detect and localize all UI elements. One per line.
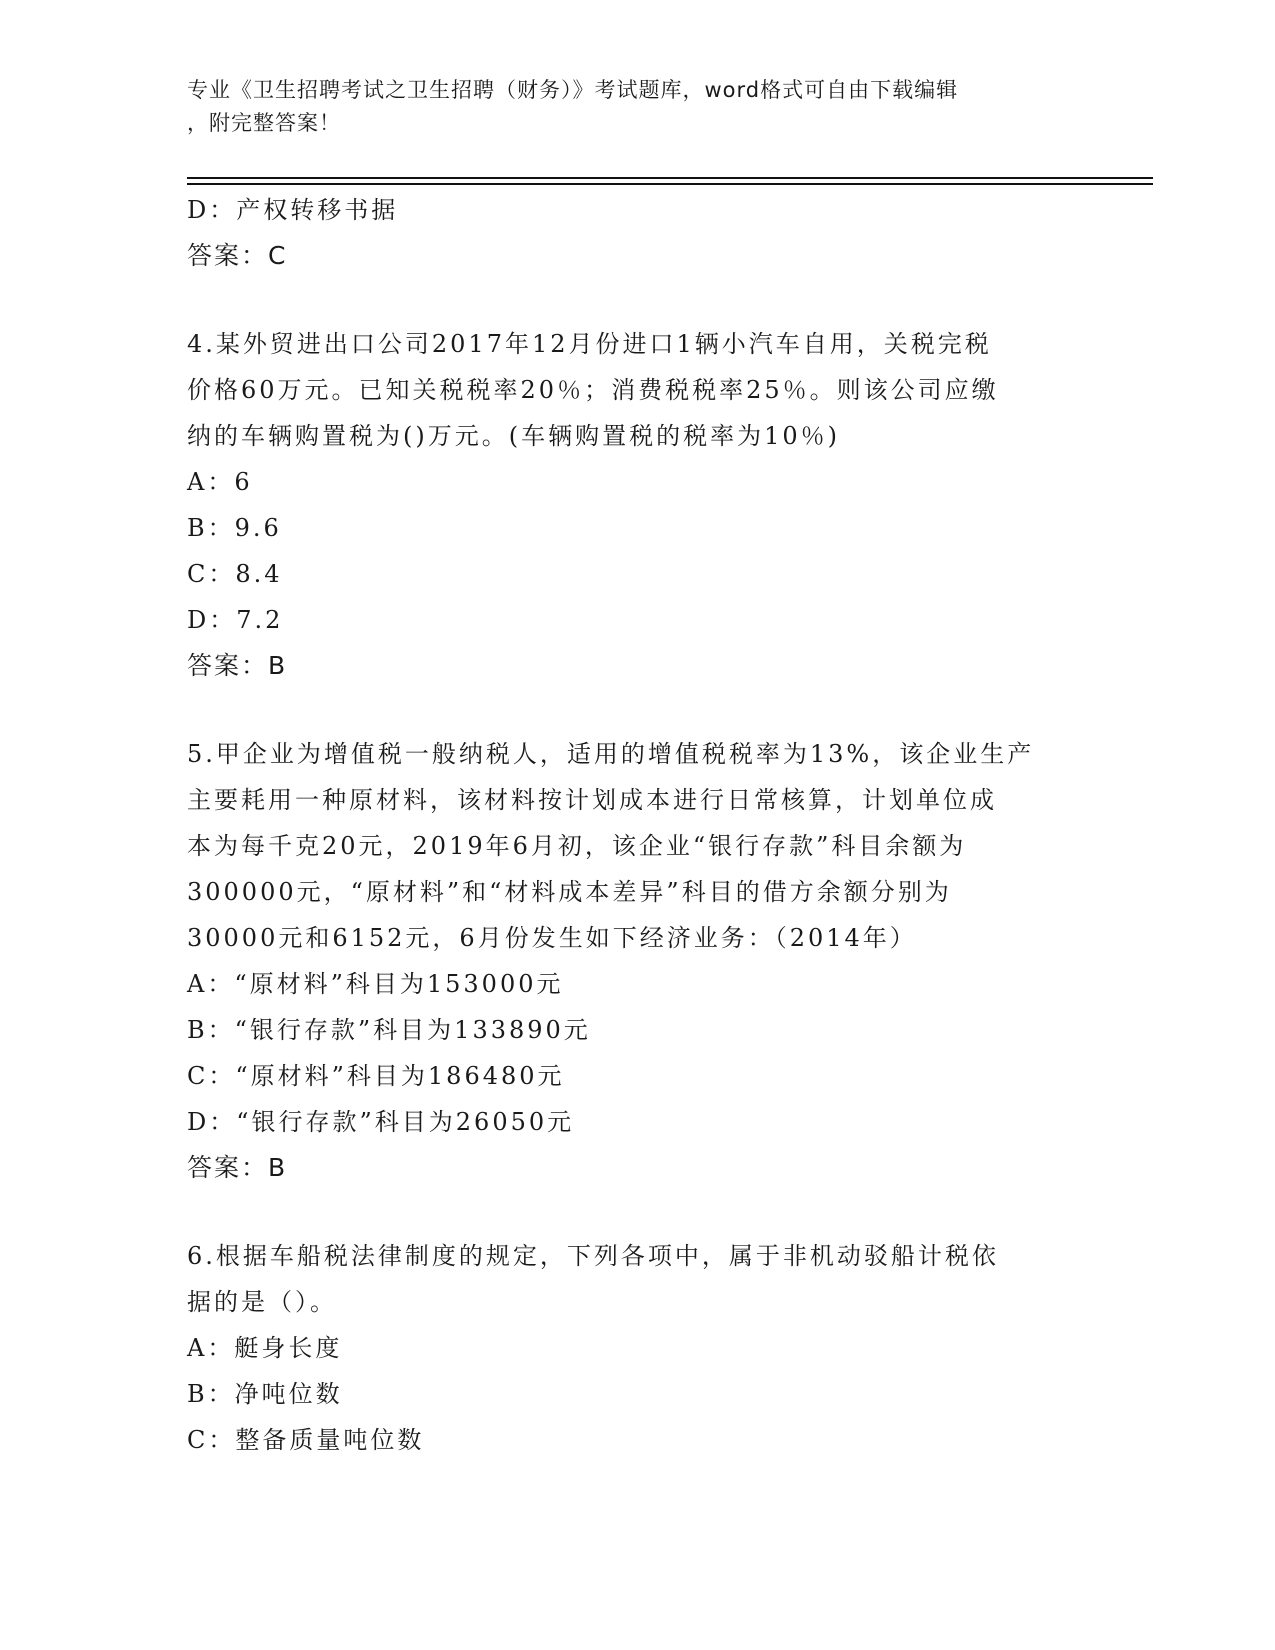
option-d: D：7.2 [187,606,284,634]
answer-line: 答案：B [187,651,288,680]
option-c: C：整备质量吨位数 [187,1426,425,1454]
question-text-line: 30000元和6152元，6月份发生如下经济业务：（2014年） [187,924,917,952]
question-text-line: 5.甲企业为增值税一般纳税人，适用的增值税税率为13%，该企业生产 [187,740,1035,768]
question-text-line: 6.根据车船税法律制度的规定，下列各项中，属于非机动驳船计税依 [187,1242,999,1270]
option-b: B：净吨位数 [187,1380,343,1408]
spacer [187,689,1087,731]
option-c: C：8.4 [187,560,283,588]
question-text-line: 据的是（）。 [187,1288,337,1316]
option-d: D：“银行存款”科目为26050元 [187,1108,575,1136]
answer-line: 答案：B [187,1153,288,1182]
header-rule-bottom [187,183,1153,185]
spacer [187,279,1087,321]
question-text-line: 4.某外贸进出口公司2017年12月份进口1辆小汽车自用，关税完税 [187,330,992,358]
question-5 [187,731,1087,1191]
answer-line: 答案：C [187,241,288,270]
question-text-line: 纳的车辆购置税为()万元。(车辆购置税的税率为10％) [187,422,840,450]
question-text-line: 本为每千克20元，2019年6月初，该企业“银行存款”科目余额为 [187,832,967,860]
option-a: A：“原材料”科目为153000元 [187,970,564,998]
header-rule-top [187,177,1153,179]
header-line-2: ，附完整答案！ [187,111,341,135]
option-a: A：6 [187,468,253,496]
header-line-1: 专业《卫生招聘考试之卫生招聘（财务）》考试题库，word格式可自由下载编辑 [187,78,959,102]
option-a: A：艇身长度 [187,1334,343,1362]
document-body [187,187,1087,1463]
option-d: D：产权转移书据 [187,196,399,224]
option-b: B：9.6 [187,514,282,542]
question-text-line: 300000元，“原材料”和“材料成本差异”科目的借方余额分别为 [187,878,952,906]
spacer [187,1191,1087,1233]
question-text-line: 主要耗用一种原材料，该材料按计划成本进行日常核算，计划单位成 [187,786,997,814]
option-b: B：“银行存款”科目为133890元 [187,1016,591,1044]
question-text-line: 价格60万元。已知关税税率20％；消费税税率25％。则该公司应缴 [187,376,999,404]
question-6 [187,1233,1087,1463]
option-c: C：“原材料”科目为186480元 [187,1062,565,1090]
question-4 [187,321,1087,689]
page-header [187,74,1067,140]
